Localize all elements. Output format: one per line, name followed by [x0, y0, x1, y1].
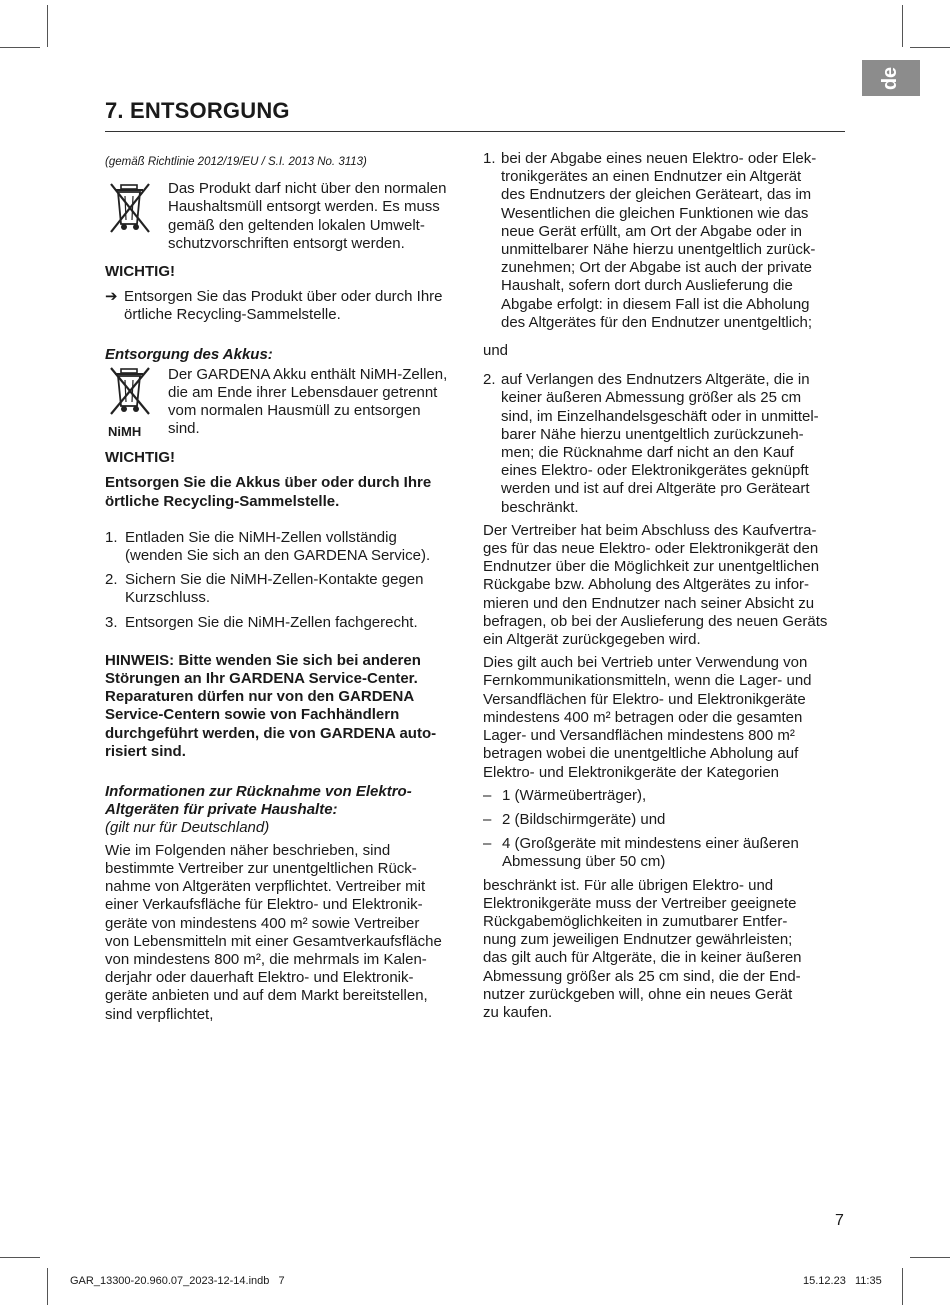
list-text: [502, 811, 848, 829]
text-line: unmittelbarer Nähe hierzu unentgeltlich zurück-: [501, 241, 816, 259]
text-line: nahme von Altgeräten verpflichtet. Vertreiber mit: [105, 878, 426, 896]
text-line: nutzer zurückgeben will, ohne ein neues Gerät: [483, 985, 793, 1003]
list-item: [483, 150, 848, 332]
text-line: des Altgerätes für den Endnutzer unentgeltlich;: [501, 313, 813, 331]
crop-mark: [910, 1257, 950, 1258]
text-line: Der GARDENA Akku enthält NiMH-Zellen,: [168, 365, 448, 383]
battery-bin-icon-box: [105, 366, 168, 441]
text-line: Der Vertreiber hat beim Abschluss des Kaufvertra-: [483, 521, 817, 539]
section-title: 7. ENTSORGUNG: [105, 98, 290, 123]
text-line: Rückgabe bzw. Abholung des Altgerätes zu infor-: [483, 576, 810, 594]
service-note: [105, 652, 467, 761]
text-line: Entsorgen Sie das Produkt über oder durch Ihre: [124, 288, 443, 306]
footer-date: 15.12.23 11:35: [803, 1275, 882, 1287]
text-line: örtliche Recycling-Sammelstelle.: [105, 492, 340, 510]
text-line: Altgeräten für private Haushalte:: [105, 801, 338, 819]
text-line: geräte von mindestens 400 m² sowie Vertreiber: [105, 914, 420, 932]
text-line: Informationen zur Rücknahme von Elektro-: [105, 783, 412, 801]
language-tab: [862, 60, 920, 96]
text-line: Endnutzer über die Möglichkeit zur unentgeltlichen: [483, 558, 820, 576]
text-line: 2 (Bildschirmgeräte) und: [502, 810, 666, 828]
battery-disposal-text: [168, 366, 467, 441]
text-line: mieren und den Endnutzer nach seiner Absicht zu: [483, 594, 815, 612]
product-disposal-block: [105, 180, 467, 253]
category-list: [483, 787, 848, 872]
text-line: (wenden Sie sich an den GARDENA Service).: [125, 547, 431, 565]
list-item: [483, 787, 848, 805]
step-text: [125, 614, 467, 632]
paragraph: [483, 877, 848, 1023]
text-line: Sichern Sie die NiMH-Zellen-Kontakte gegen: [125, 571, 424, 589]
paragraph: [483, 522, 848, 649]
list-item: [105, 529, 467, 565]
list-text: [502, 835, 848, 871]
dash-bullet: –: [483, 810, 492, 828]
text-line: Haushalt, sofern dort durch Auslieferung die: [501, 277, 793, 295]
text-line: Das Produkt darf nicht über den normalen: [168, 180, 447, 198]
crop-mark: [47, 1268, 48, 1305]
text-line: barer Nähe hierzu unentgeltlich zurückzuneh-: [501, 425, 804, 443]
text-line: sind.: [168, 420, 200, 438]
text-line: einer Verkaufsfläche für Elektro- und Elektronik-: [105, 896, 423, 914]
step-number: 2.: [105, 571, 118, 589]
step-text: [125, 571, 467, 607]
text-line: Abmessung über 50 cm): [502, 853, 666, 871]
dash-bullet: –: [483, 786, 492, 804]
battery-heading: Entsorgung des Akkus:: [105, 345, 273, 363]
text-line: von Lebensmitteln mit einer Gesamtverkaufsfläche: [105, 932, 442, 950]
text-line: Dies gilt auch bei Vertrieb unter Verwendung von: [483, 654, 808, 672]
text-line: Elektro- und Elektronikgeräte der Kategorien: [483, 763, 780, 781]
take-back-heading: [105, 783, 467, 819]
list-item: [105, 614, 467, 632]
text-line: die am Ende ihrer Lebensdauer getrennt: [168, 384, 438, 402]
text-line: bei der Abgabe eines neuen Elektro- oder Elek-: [501, 150, 817, 167]
text-line: ein Altgerät zurückgegeben wird.: [483, 631, 701, 649]
text-line: Haushaltsmüll entsorgt werden. Es muss: [168, 198, 440, 216]
text-line: gemäß den geltenden lokalen Umwelt-: [168, 216, 425, 234]
take-back-body: [105, 842, 467, 1024]
text-line: keiner äußeren Abmessung größer als 25 cm: [501, 389, 802, 407]
text-line: Kurzschluss.: [125, 589, 211, 607]
text-line: men; die Rücknahme darf nicht an den Kauf: [501, 444, 794, 462]
text-line: eines Elektro- oder Elektronikgerätes geknüpft: [501, 462, 809, 480]
arrow-instruction: [105, 288, 467, 324]
text-line: ges für das neue Elektro- oder Elektronikgerät den: [483, 540, 819, 558]
text-line: Elektronikgeräte muss der Vertreiber geeignete: [483, 894, 797, 912]
text-line: Reparaturen dürfen nur von den GARDENA: [105, 688, 415, 706]
important-label: WICHTIG!: [105, 449, 175, 467]
text-line: auf Verlangen des Endnutzers Altgeräte, die in: [501, 371, 810, 389]
text-line: Wesentlichen die gleichen Funktionen wie das: [501, 204, 809, 222]
text-line: vom normalen Hausmüll zu entsorgen: [168, 402, 421, 420]
text-line: zu kaufen.: [483, 1003, 553, 1021]
battery-disposal-block: [105, 366, 467, 441]
text-line: örtliche Recycling-Sammelstelle.: [124, 306, 341, 324]
text-line: bestimmte Vertreiber zur unentgeltlichen Rück-: [105, 859, 417, 877]
text-line: werden und ist auf drei Altgeräte pro Geräteart: [501, 480, 810, 498]
text-line: mindestens 400 m² betragen oder die gesamten: [483, 708, 803, 726]
text-line: Wie im Folgenden näher beschrieben, sind: [105, 841, 391, 859]
text-line: risiert sind.: [105, 742, 186, 760]
text-line: zunehmen; Ort der Abgabe ist auch der private: [501, 259, 813, 277]
title-rule: [105, 131, 845, 132]
text-line: Service-Centern sowie von Fachhändlern: [105, 706, 400, 724]
text-line: HINWEIS: Bitte wenden Sie sich bei anderen: [105, 651, 421, 669]
important-label: WICHTIG!: [105, 263, 175, 281]
directive-note: (gemäß Richtlinie 2012/19/EU / S.I. 2013 No. 3113): [105, 156, 367, 168]
text-line: sind, im Einzelhandelsgeschäft oder in unmittel-: [501, 407, 819, 425]
text-line: durchgeführt werden, die von GARDENA auto-: [105, 724, 437, 742]
paragraph: [483, 654, 848, 781]
text-line: von mindestens 800 m², die mehrmals im Kalen-: [105, 950, 427, 968]
arrow-instruction-text: [124, 288, 443, 324]
list-item: [105, 571, 467, 607]
conjunction: und: [483, 342, 509, 360]
text-line: geräte anbieten und auf dem Markt bereitstellen,: [105, 987, 428, 1005]
crossed-bin-icon: [105, 180, 168, 253]
product-disposal-text: [168, 180, 467, 253]
footer-file-info: GAR_13300-20.960.07_2023-12-14.indb 7: [70, 1275, 285, 1287]
step-text: [125, 529, 467, 565]
list-text: [502, 787, 848, 805]
crop-mark: [47, 5, 48, 47]
arrow-icon: ➔: [105, 288, 118, 306]
crop-mark: [0, 1257, 40, 1258]
text-line: neue Gerät erfüllt, am Ort der Abgabe oder in: [501, 222, 803, 240]
take-back-subheading: (gilt nur für Deutschland): [105, 819, 270, 837]
text-line: Entsorgen Sie die NiMH-Zellen fachgerecht.: [125, 613, 418, 631]
crop-mark: [0, 47, 40, 48]
crop-mark: [902, 1268, 903, 1305]
text-line: Abmessung größer als 25 cm sind, die der End-: [483, 967, 801, 985]
list-item: [483, 835, 848, 871]
right-column: [483, 150, 848, 1022]
text-line: befragen, ob bei der Auslieferung des neuen Geräts: [483, 612, 828, 630]
language-code: de: [879, 66, 902, 90]
text-line: Entsorgen Sie die Akkus über oder durch Ihre: [105, 474, 432, 492]
left-column: [105, 153, 467, 1024]
list-item: [483, 371, 848, 517]
step-number: 3.: [105, 613, 118, 631]
text-line: Rückgabemöglichkeiten in zumutbarer Entfer-: [483, 912, 788, 930]
text-line: schutzvorschriften entsorgt werden.: [168, 234, 405, 252]
text-line: Lager- und Versandflächen mindestens 800 m²: [483, 727, 795, 745]
text-line: des Endnutzers der gleichen Geräteart, das im: [501, 186, 812, 204]
item-number: 1.: [483, 150, 496, 167]
crossed-bin-icon: [105, 366, 157, 416]
text-line: Störungen an Ihr GARDENA Service-Center.: [105, 670, 418, 688]
text-line: sind verpflichtet,: [105, 1005, 214, 1023]
battery-instruction: [105, 474, 467, 510]
text-line: 1 (Wärmeüberträger),: [502, 786, 647, 804]
dash-bullet: –: [483, 835, 492, 853]
text-line: 4 (Großgeräte mit mindestens einer äußeren: [502, 835, 799, 853]
text-line: nung zum jeweiligen Endnutzer gewährleisten;: [483, 931, 793, 949]
battery-steps: [105, 529, 467, 632]
nimh-label: NiMH: [108, 424, 142, 440]
item-text: [501, 150, 848, 332]
text-line: Abgabe erfolgt: in diesem Fall ist die Abholung: [501, 295, 810, 313]
page-number: 7: [835, 1212, 844, 1229]
text-line: Entladen Sie die NiMH-Zellen vollständig: [125, 528, 397, 546]
text-line: beschränkt ist. Für alle übrigen Elektro- und: [483, 876, 774, 894]
text-line: das gilt auch für Altgeräte, die in keiner äußeren: [483, 949, 802, 967]
item-number: 2.: [483, 371, 496, 389]
text-line: derjahr oder dauerhaft Elektro- und Elektronik-: [105, 969, 414, 987]
list-item: [483, 811, 848, 829]
step-number: 1.: [105, 528, 118, 546]
text-line: beschränkt.: [501, 498, 579, 516]
crop-mark: [902, 5, 903, 47]
text-line: Fernkommunikationsmitteln, wenn die Lager- und: [483, 672, 812, 690]
text-line: betragen wobei die unentgeltliche Abholung auf: [483, 745, 799, 763]
crop-mark: [910, 47, 950, 48]
text-line: Versandflächen für Elektro- und Elektronikgeräte: [483, 690, 806, 708]
text-line: tronikgerätes an einen Endnutzer ein Altgerät: [501, 168, 802, 186]
item-text: [501, 371, 848, 517]
